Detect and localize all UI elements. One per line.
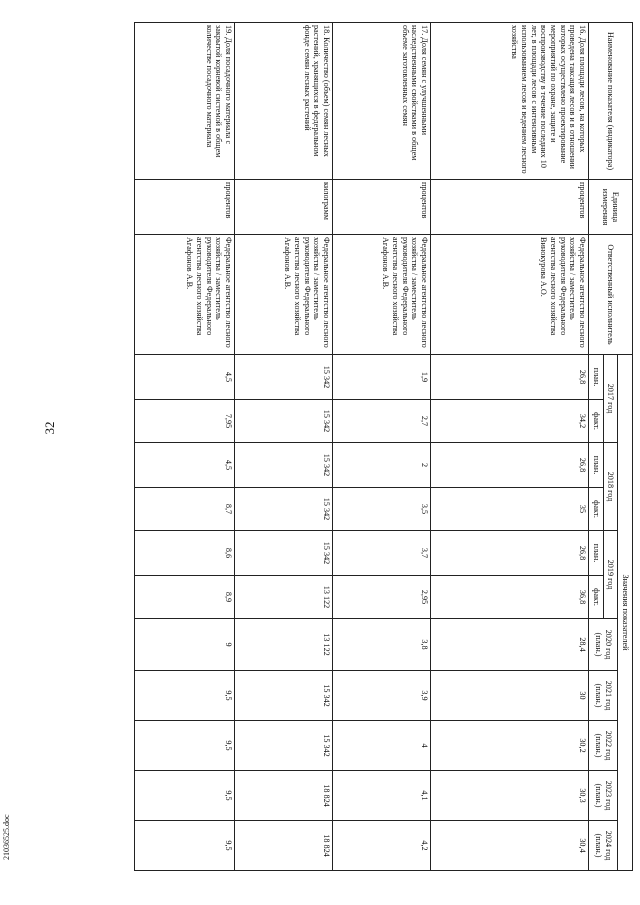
unit-cell: процентов	[332, 180, 430, 235]
indicators-table	[134, 22, 633, 871]
header-plan: план.	[588, 443, 603, 488]
value-cell: 4,1	[332, 771, 430, 821]
value-cell: 30,2	[430, 721, 588, 771]
value-cell: 4,5	[134, 355, 234, 400]
value-cell: 18 824	[234, 771, 332, 821]
value-cell: 28,4	[430, 619, 588, 671]
responsible-cell: Федеральное агентство лесного хозяйства / заместитель руководителя Федерального агентства лесного хозяйства Винокурова А.О.	[430, 235, 588, 355]
value-cell: 13 122	[234, 619, 332, 671]
value-cell: 3,7	[332, 531, 430, 576]
value-cell: 30	[430, 671, 588, 721]
indicator-name-cell	[332, 23, 430, 180]
row-index: 16.	[577, 25, 587, 36]
unit-cell: килограмм	[234, 180, 332, 235]
value-cell: 3,5	[332, 488, 430, 531]
table-row	[430, 23, 588, 871]
row-index: 18.	[321, 25, 331, 36]
table-row	[134, 23, 234, 871]
value-cell: 15 342	[234, 443, 332, 488]
indicator-name: Количество (объем) семян лесных растений, хранящихся в федеральном фонде семян лесных растений	[302, 25, 331, 157]
value-cell: 2	[332, 443, 430, 488]
header-unit: Единица измерения	[588, 180, 632, 235]
value-cell: 30,4	[430, 821, 588, 871]
value-cell: 3,8	[332, 619, 430, 671]
header-fact: факт.	[588, 400, 603, 443]
unit-cell: процентов	[430, 180, 588, 235]
value-cell: 15 342	[234, 355, 332, 400]
value-cell: 8,6	[134, 531, 234, 576]
indicator-name-cell	[134, 23, 234, 180]
header-fact: факт.	[588, 576, 603, 619]
value-cell: 9,5	[134, 671, 234, 721]
responsible-cell: Федеральное агентство лесного хозяйства / заместитель руководителя Федерального агентства лесного хозяйства Агафонов А.В.	[234, 235, 332, 355]
header-plan: план.	[588, 355, 603, 400]
header-2017: 2017 год	[603, 355, 618, 443]
indicator-name: Доля посадочного материала с закрытой корневой системой в общем количестве посадочного материала	[204, 25, 233, 158]
value-cell: 30,3	[430, 771, 588, 821]
header-responsible: Ответственный исполнитель	[588, 235, 632, 355]
header-2019: 2019 год	[603, 531, 618, 619]
file-reference: 21036525.doc	[2, 814, 11, 860]
header-plan: план.	[588, 531, 603, 576]
value-cell: 36,8	[430, 576, 588, 619]
value-cell: 8,9	[134, 576, 234, 619]
unit-cell: процентов	[134, 180, 234, 235]
header-2021: 2021 год (план.)	[588, 671, 617, 721]
value-cell: 26,8	[430, 531, 588, 576]
value-cell: 9,5	[134, 771, 234, 821]
indicator-name: Доля площади лесов, на которых проведена таксация лесов и в отношении которых осуществлено проектирование мероприятий по охране, защите и воспроизводству в течение последних 10 лет, в площади лесов с интенсивным использованием лесов и ведением лесного хозяйства	[510, 25, 587, 174]
indicator-name-cell	[430, 23, 588, 180]
value-cell: 34,2	[430, 400, 588, 443]
page-number: 32	[42, 421, 57, 435]
value-cell: 18 824	[234, 821, 332, 871]
value-cell: 9,5	[134, 721, 234, 771]
header-values: Значения показателей	[618, 355, 633, 871]
row-index: 17.	[419, 25, 429, 36]
value-cell: 4	[332, 721, 430, 771]
responsible-cell: Федеральное агентство лесного хозяйства / заместитель руководителя Федерального агентства лесного хозяйства Агафонов А.В.	[134, 235, 234, 355]
value-cell: 15 342	[234, 531, 332, 576]
value-cell: 3,9	[332, 671, 430, 721]
header-2023: 2023 год (план.)	[588, 771, 617, 821]
rotated-table-container	[68, 22, 633, 870]
header-2024: 2024 год (план.)	[588, 821, 617, 871]
value-cell: 26,8	[430, 355, 588, 400]
value-cell: 15 342	[234, 671, 332, 721]
value-cell: 1,9	[332, 355, 430, 400]
value-cell: 9	[134, 619, 234, 671]
header-fact: факт.	[588, 488, 603, 531]
value-cell: 15 342	[234, 488, 332, 531]
value-cell: 7,95	[134, 400, 234, 443]
value-cell: 4,2	[332, 821, 430, 871]
header-2020: 2020 год (план.)	[588, 619, 617, 671]
value-cell: 9,5	[134, 821, 234, 871]
value-cell: 15 342	[234, 721, 332, 771]
indicator-name: Доля семян с улучшенными наследственными свойствами в общем объеме заготовленных семян	[400, 25, 429, 161]
responsible-cell: Федеральное агентство лесного хозяйства / заместитель руководителя Федерального агентства лесного хозяйства Агафонов А.В.	[332, 235, 430, 355]
table-row	[332, 23, 430, 871]
value-cell: 35	[430, 488, 588, 531]
value-cell: 2,7	[332, 400, 430, 443]
table-row	[234, 23, 332, 871]
value-cell: 2,95	[332, 576, 430, 619]
indicator-name-cell	[234, 23, 332, 180]
value-cell: 8,7	[134, 488, 234, 531]
header-2022: 2022 год (план.)	[588, 721, 617, 771]
value-cell: 15 342	[234, 400, 332, 443]
value-cell: 13 122	[234, 576, 332, 619]
header-2018: 2018 год	[603, 443, 618, 531]
value-cell: 4,5	[134, 443, 234, 488]
header-name: Наименование показателя (индикатора)	[588, 23, 632, 180]
row-index: 19.	[223, 25, 233, 36]
value-cell: 26,8	[430, 443, 588, 488]
